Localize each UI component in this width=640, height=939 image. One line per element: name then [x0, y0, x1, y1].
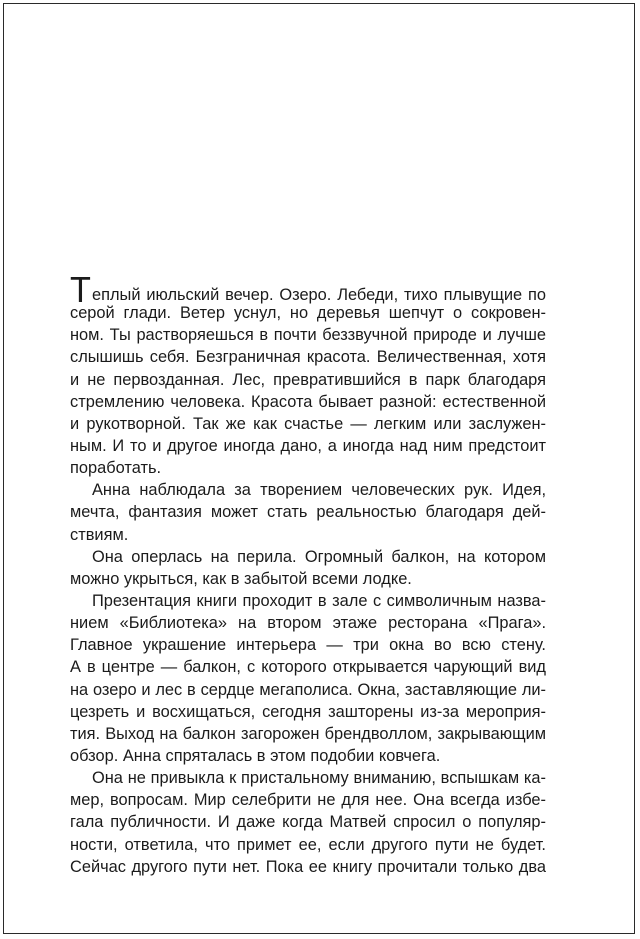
text-line: слышишь себя. Безграничная красота. Величественная, хотя: [70, 348, 546, 367]
text-line: обзор. Анна спряталась в этом подобии ковчега.: [70, 746, 441, 765]
text-line: цезреть и восхищаться, сегодня зашторены из-за мероприя-: [70, 702, 546, 721]
text-line: можно укрыться, как в забытой всеми лодке.: [70, 569, 412, 588]
text-line: Сейчас другого пути нет. Пока ее книгу прочитали только два: [70, 857, 546, 876]
text-line: Анна наблюдала за творением человеческих рук. Идея,: [92, 481, 546, 500]
text-line: гала публичности. И даже когда Матвей спросил о популяр-: [70, 813, 546, 832]
text-line: ном. Ты растворяешься в почти беззвучной природе и лучше: [70, 326, 546, 345]
text-line: поработать.: [70, 459, 162, 478]
text-line: А в центре — балкон, с которого открывается чарующий вид: [70, 658, 546, 677]
text-line: Презентация книги проходит в зале с символичным назва-: [92, 591, 546, 610]
text-line: и рукотворной. Так же как счастье — легким или заслужен-: [70, 414, 546, 433]
text-line: Она оперлась на перила. Огромный балкон, на котором: [92, 547, 546, 566]
body-text: [70, 269, 546, 878]
text-line: и не первозданная. Лес, превратившийся в парк благодаря: [70, 370, 546, 389]
text-line: на озеро и лес в сердце мегаполиса. Окна, заставляющие ли-: [70, 680, 546, 699]
text-line: серой глади. Ветер уснул, но деревья шепчут о сокровен-: [70, 304, 546, 323]
text-line: мечта, фантазия может стать реальностью благодаря дей-: [70, 503, 546, 522]
text-line: Главное украшение интерьера — три окна во всю стену.: [70, 636, 546, 655]
text-line: стремлению человека. Красота бывает разной: естественной: [70, 392, 546, 411]
text-line: нием «Библиотека» на втором этаже ресторана «Прага».: [70, 614, 546, 633]
text-line: тия. Выход на балкон загорожен брендволлом, закрывающим: [70, 724, 546, 743]
book-page: [3, 3, 635, 934]
text-line: Она не привыкла к пристальному вниманию, вспышкам ка-: [92, 769, 546, 788]
text-line: мер, вопросам. Мир селебрити не для нее. Она всегда избе-: [70, 791, 546, 810]
text-line: ствиям.: [70, 525, 129, 544]
drop-cap: Т: [70, 269, 91, 310]
text-line: Теплый июльский вечер. Озеро. Лебеди, тихо плывущие по: [70, 269, 546, 310]
text-line: ным. И то и другое иногда дано, а иногда над ним предстоит: [70, 436, 546, 455]
text-line: ности, ответила, что примет ее, если другого пути не будет.: [70, 835, 546, 854]
